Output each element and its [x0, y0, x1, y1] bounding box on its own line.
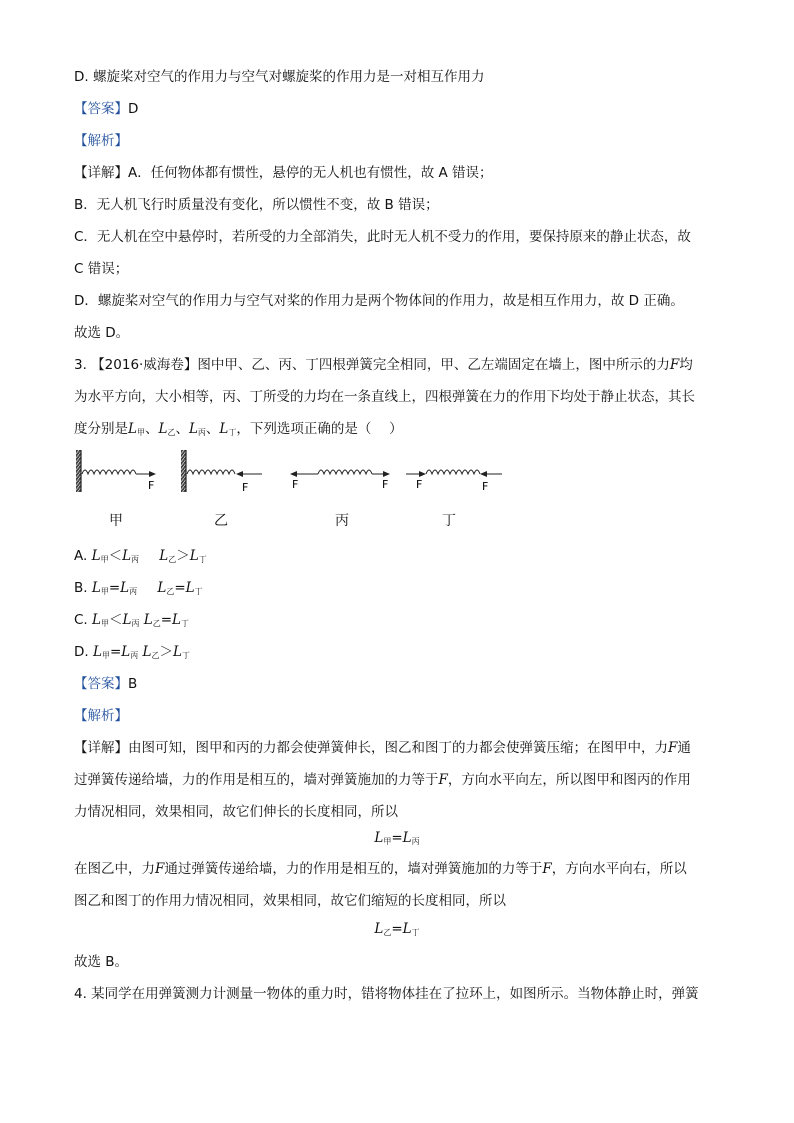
length-symbol: L: [143, 612, 153, 628]
force-label: F: [242, 481, 249, 494]
option-letter: A.: [74, 548, 88, 564]
figure-label-ding: 丁: [442, 513, 456, 529]
answer-value: D: [128, 101, 139, 117]
springs-figure: [70, 446, 520, 502]
question3-line2: 为水平方向，大小相等，丙、丁所受的力均在一条直线上，四根弹簧在力的作用下均处于静止状态，其长: [74, 389, 695, 405]
force-label: F: [148, 479, 155, 492]
detail-text: 通过弹簧传递给墙，力的作用是相互的，墙对弹簧施加的力等于: [164, 861, 543, 877]
length-symbol: L: [122, 548, 132, 564]
force-symbol: F: [668, 740, 678, 756]
selection-q2: 故选 D。: [74, 325, 130, 341]
detail-q3-line4: [74, 860, 687, 878]
question3-line1: [74, 356, 693, 374]
separator: 、: [175, 421, 189, 437]
length-symbol: L: [172, 612, 181, 628]
length-symbol: L: [92, 612, 101, 628]
length-symbol: L: [120, 580, 130, 596]
detail-text: ，方向水平向右，所以: [551, 861, 687, 877]
detail-q3-line1: [74, 739, 691, 757]
subscript: 丙: [129, 587, 138, 596]
subscript: 丙: [131, 555, 140, 564]
relation: =: [391, 830, 403, 846]
relation: ＜: [108, 548, 123, 564]
answer-tag: 【答案】: [74, 101, 128, 117]
subscript: 乙: [168, 555, 177, 564]
answer-tag: 【答案】: [74, 676, 128, 692]
length-symbol: L: [402, 921, 412, 937]
question3-line3: [74, 420, 403, 442]
option-letter: C.: [74, 612, 88, 628]
detail-b-q2: B．无人机飞行时质量没有变化，所以惯性不变，故 B 错误；: [74, 197, 439, 213]
length-symbol: L: [128, 421, 137, 437]
option-a: [74, 547, 207, 569]
relation: ＞: [159, 644, 173, 660]
relation: =: [391, 921, 403, 937]
detail-q3-line2: [74, 771, 691, 789]
option-letter: B.: [74, 580, 88, 596]
spring-jia: [76, 450, 156, 492]
relation: =: [108, 580, 121, 596]
detail-text: 通: [677, 740, 691, 756]
subscript: 丙: [131, 619, 140, 628]
detail-q3-line3: 力情况相同，效果相同，故它们伸长的长度相同，所以: [74, 804, 398, 820]
detail-text: 在图乙中，力: [74, 861, 155, 877]
force-label: F: [416, 478, 423, 491]
force-label: F: [382, 478, 389, 491]
subscript: 甲: [100, 555, 109, 564]
subscript: 乙: [151, 651, 160, 660]
arrow-icon: [480, 471, 487, 477]
length-symbol: L: [121, 644, 131, 660]
answer-q3: [74, 675, 137, 693]
separator: 、: [144, 421, 159, 437]
subscript: 甲: [100, 587, 109, 596]
length-symbol: L: [158, 421, 168, 437]
arrow-icon: [290, 471, 297, 477]
force-symbol: F: [438, 772, 448, 788]
option-d: [74, 643, 190, 665]
length-symbol: L: [159, 548, 169, 564]
spring-yi: [181, 450, 262, 494]
question-source: 【2016·威海卷】: [91, 357, 198, 373]
length-symbol: L: [188, 421, 198, 437]
subscript: 丁: [411, 928, 420, 937]
subscript: 丙: [197, 428, 206, 437]
analysis-tag-q3: 【解析】: [74, 708, 128, 724]
relation: ＜: [108, 612, 123, 628]
length-symbol: L: [374, 830, 384, 846]
detail-text: 过弹簧传递给墙，力的作用是相互的，墙对弹簧施加的力等于: [74, 772, 439, 788]
detail-tag: 【详解】: [74, 165, 128, 181]
figure-label-bing: 丙: [335, 513, 349, 529]
subscript: 甲: [136, 428, 145, 437]
equation-1: [0, 829, 794, 851]
relation: =: [174, 580, 186, 596]
detail-c1-q2: C．无人机在空中悬停时，若所受的力全部消失，此时无人机不受力的作用，要保持原来的静止状态，故: [74, 229, 691, 245]
length-symbol: L: [173, 644, 182, 660]
subscript: 甲: [101, 651, 110, 660]
detail-text: 由图可知，图甲和丙的力都会使弹簧伸长，图乙和图丁的力都会使弹簧压缩；在图甲中，力: [128, 740, 668, 756]
subscript: 丁: [181, 651, 190, 660]
selection-q3: 故选 B。: [74, 954, 129, 970]
subscript: 丙: [130, 651, 139, 660]
detail-text: ，方向水平向左，所以图甲和图丙的作用: [447, 772, 691, 788]
subscript: 丁: [194, 587, 203, 596]
option-c: [74, 611, 189, 633]
relation: =: [160, 612, 173, 628]
length-symbol: L: [157, 580, 167, 596]
length-symbol: L: [185, 580, 195, 596]
detail-tag: 【详解】: [74, 740, 128, 756]
subscript: 乙: [383, 928, 392, 937]
figure-label-jia: 甲: [109, 513, 123, 529]
question-text: 图中甲、乙、丙、丁四根弹簧完全相同，甲、乙左端固定在墙上，图中所示的力: [197, 357, 670, 373]
detail-d-q2: D．螺旋桨对空气的作用力与空气对桨的作用力是两个物体间的作用力，故是相互作用力，故 D 正确。: [74, 293, 684, 309]
answer-q2: [74, 100, 138, 118]
detail-c2-q2: C 错误；: [74, 261, 129, 277]
wall: [181, 450, 186, 492]
analysis-tag-q2: 【解析】: [74, 133, 128, 149]
subscript: 甲: [383, 837, 392, 846]
subscript: 丁: [228, 428, 237, 437]
subscript: 丙: [411, 837, 420, 846]
question4-line1: 4. 某同学在用弹簧测力计测量一物体的重力时，错将物体挂在了拉环上，如图所示。当物体静止时，弹簧: [74, 986, 699, 1002]
force-label: F: [292, 478, 299, 491]
spring-bing: [290, 470, 390, 491]
wall: [76, 450, 81, 492]
length-symbol: L: [219, 421, 229, 437]
subscript: 乙: [167, 428, 176, 437]
answer-value: B: [128, 676, 138, 692]
detail-q3-line5: 图乙和图丁的作用力情况相同，效果相同，故它们缩短的长度相同，所以: [74, 893, 506, 909]
length-symbol: L: [122, 612, 132, 628]
arrow-icon: [149, 471, 156, 477]
subscript: 乙: [166, 587, 175, 596]
detail-text: A．任何物体都有惯性，悬停的无人机也有惯性，故 A 错误；: [128, 165, 493, 181]
detail-a-q2: [74, 164, 493, 182]
separator: 、: [205, 421, 220, 437]
force-label: F: [482, 480, 489, 493]
arrow-icon: [383, 471, 390, 477]
length-symbol: L: [402, 830, 412, 846]
spring-ding: [406, 470, 502, 493]
force-symbol: F: [669, 357, 680, 373]
length-symbol: L: [142, 644, 152, 660]
subscript: 丁: [198, 555, 207, 564]
subscript: 乙: [152, 619, 161, 628]
option-d-q2: D. 螺旋桨对空气的作用力与空气对螺旋桨的作用力是一对相互作用力: [74, 69, 485, 85]
figure-label-yi: 乙: [214, 513, 228, 529]
length-symbol: L: [189, 548, 199, 564]
relation: ＞: [176, 548, 190, 564]
length-symbol: L: [374, 921, 384, 937]
subscript: 甲: [100, 619, 109, 628]
force-symbol: F: [155, 861, 165, 877]
arrow-icon: [419, 471, 426, 477]
question-number: 3.: [74, 357, 87, 373]
option-letter: D.: [74, 644, 89, 660]
arrow-icon: [236, 471, 243, 477]
length-symbol: L: [91, 548, 101, 564]
force-symbol: F: [542, 861, 552, 877]
relation: =: [109, 644, 122, 660]
option-b: [74, 579, 203, 601]
question-text: ，下列选项正确的是（ ）: [236, 421, 403, 437]
subscript: 丁: [181, 619, 189, 628]
length-symbol: L: [91, 580, 101, 596]
equation-2: [0, 920, 794, 942]
question-text: 度分别是: [74, 421, 128, 437]
length-symbol: L: [92, 644, 102, 660]
question-text: 均: [679, 357, 693, 373]
